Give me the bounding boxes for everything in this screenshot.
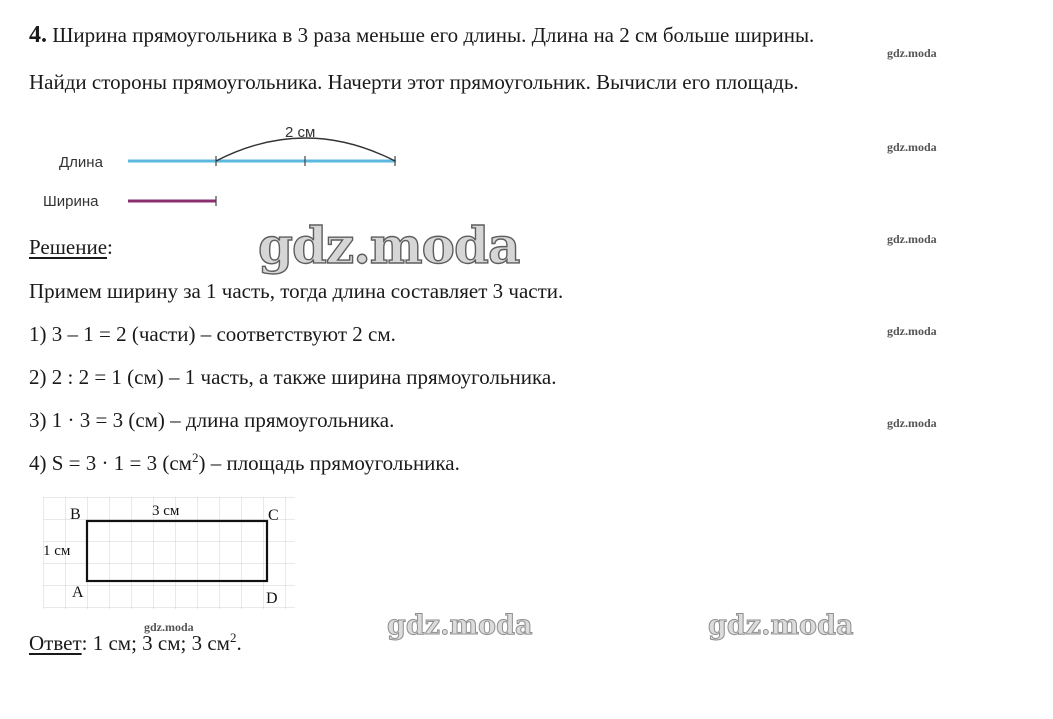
top-side-label: 3 см (152, 503, 180, 519)
vertex-a: A (72, 584, 84, 601)
vertex-c: C (268, 507, 279, 524)
length-label: Длина (59, 154, 103, 171)
solution-heading: Решение: (29, 235, 113, 259)
vertex-d: D (266, 590, 278, 607)
watermark-small-4: gdz.moda (887, 324, 937, 338)
watermark-small-5: gdz.moda (887, 416, 937, 430)
vertex-b: B (70, 506, 81, 523)
task-line-2: Найди стороны прямоугольника. Начерти этот прямоугольник. Вычисли его площадь. (29, 70, 799, 94)
watermark-small-2: gdz.moda (887, 140, 937, 154)
arc-label: 2 см (285, 124, 316, 141)
watermark-mid-1: gdz.moda (387, 610, 533, 641)
task-line-1 (29, 22, 814, 48)
solution-heading-word: Решение (29, 235, 108, 259)
task-number: 4. (29, 22, 47, 48)
left-side-label: 1 см (43, 543, 71, 559)
watermark-small-6: gdz.moda (144, 620, 194, 634)
solution-step-3: 3) 1 · 3 = 3 (см) – длина прямоугольника. (29, 408, 395, 432)
watermark-small-3: gdz.moda (887, 232, 937, 246)
solution-step-2: 2) 2 : 2 = 1 (см) – 1 часть, а также ширина прямоугольника. (29, 365, 557, 389)
solution-step-1: 1) 3 – 1 = 2 (части) – соответствуют 2 см. (29, 322, 396, 346)
watermark-large: gdz.moda (258, 216, 520, 275)
answer-line: Ответ: 1 см; 3 см; 3 $см^2$. (29, 630, 242, 655)
watermark-mid-2: gdz.moda (708, 610, 854, 641)
rectangle-figure (30, 490, 302, 615)
segment-diagram (0, 115, 420, 215)
width-label: Ширина (43, 193, 99, 210)
task-text-1: Ширина прямоугольника в 3 раза меньше его длины. Длина на 2 см больше ширины. (52, 23, 815, 47)
solution-step-4: 4) S = 3 · 1 = 3 $(см^2)$ – площадь прямоугольника. (29, 450, 460, 475)
solution-intro: Примем ширину за 1 часть, тогда длина составляет 3 части. (29, 279, 564, 303)
answer-label: Ответ (29, 631, 82, 655)
watermark-small-1: gdz.moda (887, 46, 937, 60)
